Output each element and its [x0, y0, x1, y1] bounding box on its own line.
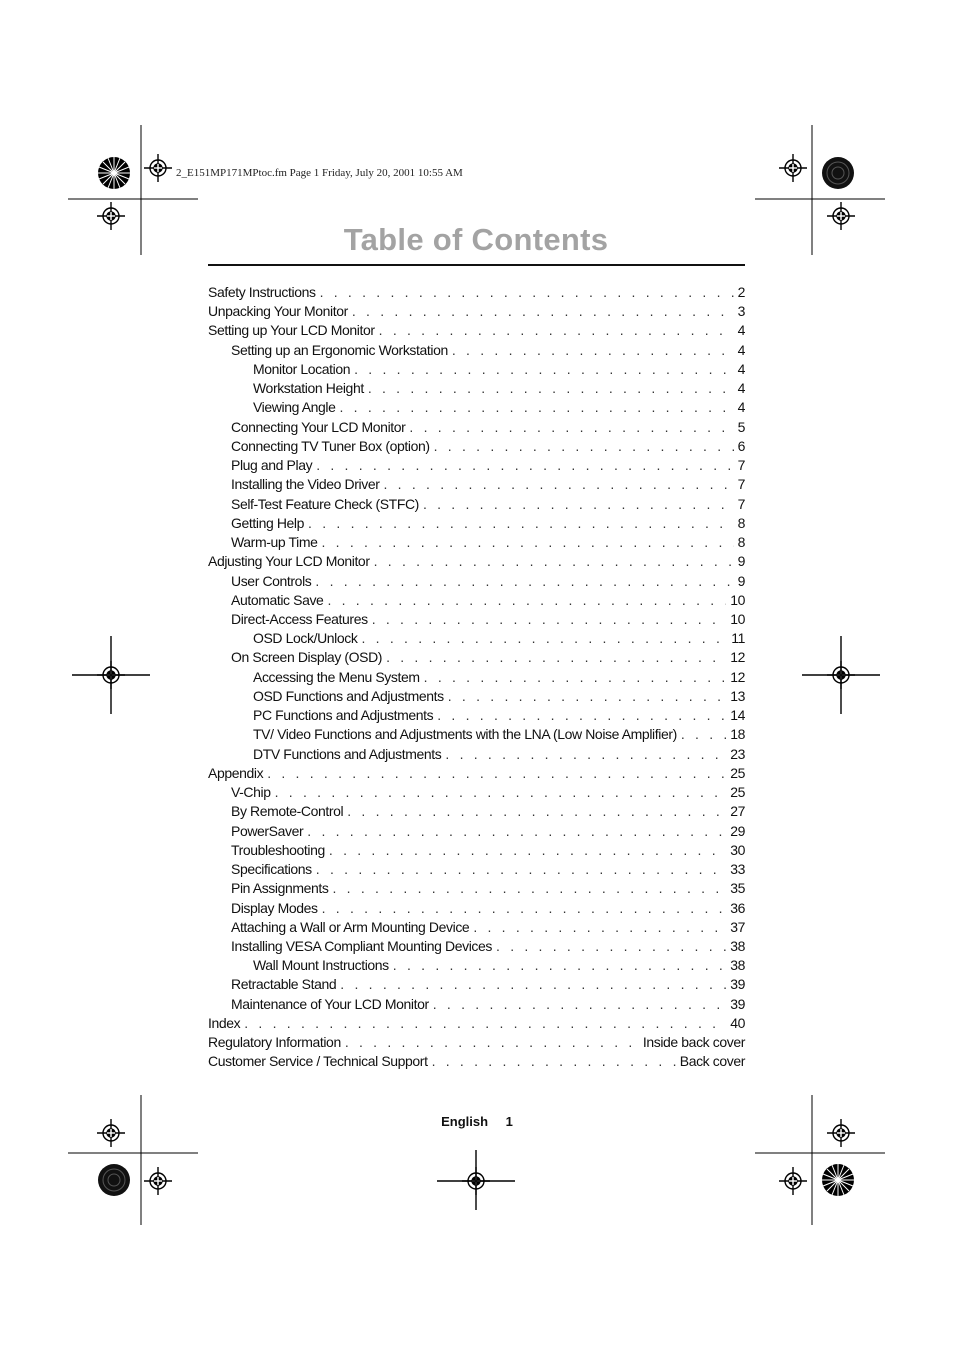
toc-dot-leader [448, 688, 726, 704]
toc-entry-title: Customer Service / Technical Support [208, 1053, 428, 1070]
toc-entry-page: 2 [737, 284, 745, 300]
toc-dot-leader [496, 938, 726, 954]
toc-entry-title: Regulatory Information [208, 1034, 341, 1051]
toc-entry-page: 10 [730, 591, 745, 608]
toc-entry-title: Plug and Play [231, 457, 313, 474]
toc-entry[interactable] [208, 688, 745, 707]
toc-dot-leader [386, 649, 726, 665]
toc-entry-title: Viewing Angle [253, 399, 336, 416]
toc-entry-page: 4 [737, 341, 745, 358]
toc-entry-title: Retractable Stand [231, 976, 337, 993]
toc-entry[interactable] [208, 861, 745, 880]
toc-entry[interactable] [208, 476, 745, 495]
toc-dot-leader [322, 900, 727, 916]
toc-dot-leader [452, 342, 734, 358]
toc-entry[interactable] [208, 534, 745, 553]
toc-entry-page: 7 [737, 495, 745, 512]
toc-entry[interactable] [208, 880, 745, 899]
toc-entry[interactable] [208, 784, 745, 803]
toc-entry[interactable] [208, 1015, 745, 1034]
toc-entry[interactable] [208, 900, 745, 919]
toc-entry-page: 8 [737, 514, 745, 531]
page-footer [0, 1114, 954, 1129]
toc-entry[interactable] [208, 303, 745, 322]
toc-entry-title: Attaching a Wall or Arm Mounting Device [231, 918, 470, 935]
toc-entry-page: 9 [737, 553, 745, 570]
toc-entry[interactable] [208, 419, 745, 438]
toc-entry-title: Automatic Save [231, 591, 324, 608]
toc-entry[interactable] [208, 957, 745, 976]
toc-entry[interactable] [208, 630, 745, 649]
toc-dot-leader [340, 976, 726, 992]
toc-dot-leader [445, 746, 726, 762]
toc-entry-title: Installing the Video Driver [231, 476, 380, 493]
toc-entry-title: Monitor Location [253, 360, 351, 377]
toc-entry-title: Setting up Your LCD Monitor [208, 322, 375, 339]
toc-dot-leader [320, 284, 734, 300]
toc-entry[interactable] [208, 823, 745, 842]
toc-entry-title: PowerSaver [231, 822, 304, 839]
toc-entry-page: 6 [737, 437, 745, 454]
toc-entry[interactable] [208, 322, 745, 341]
toc-dot-leader [473, 919, 726, 935]
toc-dot-leader [347, 803, 726, 819]
toc-entry-page: 4 [737, 399, 745, 416]
toc-dot-leader [432, 1053, 676, 1069]
toc-dot-leader [383, 476, 733, 492]
toc-entry-page: 7 [737, 457, 745, 474]
toc-entry-title: Specifications [231, 861, 312, 878]
toc-entry-title: Getting Help [231, 514, 305, 531]
toc-entry-title: Troubleshooting [231, 841, 325, 858]
toc-entry-page: 38 [730, 957, 745, 974]
toc-dot-leader [374, 553, 734, 569]
toc-entry[interactable] [208, 649, 745, 668]
toc-entry[interactable] [208, 938, 745, 957]
toc-entry[interactable] [208, 361, 745, 380]
toc-entry-title: Workstation Height [253, 380, 364, 397]
toc-entry-title: Unpacking Your Monitor [208, 303, 348, 320]
toc-entry-title: Wall Mount Instructions [253, 957, 389, 974]
page-title: Table of Contents [343, 222, 609, 257]
toc-entry[interactable] [208, 284, 745, 303]
toc-entry-page: 4 [737, 380, 745, 397]
toc-entry-page: 35 [730, 880, 745, 897]
toc-entry-page: 11 [731, 630, 745, 647]
toc-dot-leader [368, 380, 734, 396]
toc-entry-title: Display Modes [231, 899, 318, 916]
toc-entry-title: User Controls [231, 572, 312, 589]
toc-entry-title: OSD Functions and Adjustments [253, 687, 444, 704]
toc-entry-page: 30 [730, 841, 745, 858]
toc-entry-page: 38 [730, 937, 745, 954]
toc-dot-leader [345, 1034, 639, 1050]
toc-entry[interactable] [208, 611, 745, 630]
toc-entry-page: 12 [730, 649, 745, 666]
toc-entry-page: 9 [737, 572, 745, 589]
toc-entry-page: 33 [730, 861, 745, 878]
toc-entry-title: On Screen Display (OSD) [231, 649, 383, 666]
toc-entry[interactable] [208, 669, 745, 688]
toc-dot-leader [316, 861, 726, 877]
toc-entry[interactable] [208, 380, 745, 399]
toc-dot-leader [308, 515, 734, 531]
toc-dot-leader [267, 765, 726, 781]
toc-entry-title: Self-Test Feature Check (STFC) [231, 495, 419, 512]
toc-entry-title: Adjusting Your LCD Monitor [208, 553, 370, 570]
toc-entry[interactable] [208, 457, 745, 476]
toc-entry[interactable] [208, 707, 745, 726]
toc-entry[interactable] [208, 765, 745, 784]
toc-entry-title: Safety Instructions [208, 284, 316, 300]
toc-entry-title: Appendix [208, 764, 264, 781]
toc-dot-leader [424, 669, 727, 685]
toc-dot-leader [327, 592, 726, 608]
toc-entry-page: 37 [730, 918, 745, 935]
toc-entry-page: 39 [730, 976, 745, 993]
toc-entry[interactable] [208, 399, 745, 418]
toc-dot-leader [372, 611, 727, 627]
toc-dot-leader [409, 419, 733, 435]
toc-entry-title: OSD Lock/Unlock [253, 630, 358, 647]
toc-dot-leader [433, 996, 726, 1012]
toc-entry-page: 8 [737, 534, 745, 551]
toc-entry-page: 13 [730, 687, 745, 704]
toc-dot-leader [244, 1015, 726, 1031]
toc-entry-title: Accessing the Menu System [253, 668, 420, 685]
toc-entry-title: Direct-Access Features [231, 610, 368, 627]
toc-entry-title: DTV Functions and Adjustments [253, 745, 442, 762]
toc-dot-leader [316, 457, 733, 473]
print-header: 2_E151MP171MPtoc.fm Page 1 Friday, July 20, 2001 10:55 AM [176, 167, 463, 179]
toc-entry[interactable] [208, 573, 745, 592]
toc-dot-leader [275, 784, 727, 800]
toc-entry-title: Warm-up Time [231, 534, 318, 551]
title-divider [208, 264, 745, 266]
toc-dot-leader [315, 573, 733, 589]
toc-entry[interactable] [208, 746, 745, 765]
toc-entry-page: 14 [730, 707, 745, 724]
toc-entry-title: Index [208, 1014, 241, 1031]
toc-dot-leader [437, 707, 726, 723]
toc-dot-leader [681, 726, 726, 742]
toc-entry-page: 36 [730, 899, 745, 916]
toc-entry-title: V-Chip [231, 784, 271, 801]
toc-entry[interactable] [208, 1053, 745, 1072]
toc-dot-leader [352, 303, 734, 319]
toc-dot-leader [340, 399, 734, 415]
toc-dot-leader [354, 361, 734, 377]
toc-entry[interactable] [208, 996, 745, 1015]
toc-dot-leader [434, 438, 734, 454]
toc-entry-page: 25 [730, 764, 745, 781]
table-of-contents [208, 284, 745, 1073]
toc-entry-title: TV/ Video Functions and Adjustments with the LNA (Low Noise Amplifier) [253, 726, 677, 743]
toc-entry-title: Connecting Your LCD Monitor [231, 418, 406, 435]
toc-entry[interactable] [208, 342, 745, 361]
toc-entry[interactable] [208, 496, 745, 515]
toc-entry-title: Pin Assignments [231, 880, 329, 897]
toc-entry-title: Connecting TV Tuner Box (option) [231, 437, 430, 454]
toc-entry-page: 12 [730, 668, 745, 685]
toc-entry-page: 29 [730, 822, 745, 839]
toc-entry[interactable] [208, 976, 745, 995]
toc-dot-leader [329, 842, 726, 858]
toc-entry-page: Back cover [679, 1053, 745, 1070]
toc-entry-page: 23 [730, 745, 745, 762]
toc-entry-page: 18 [730, 726, 745, 743]
toc-dot-leader [307, 823, 726, 839]
toc-entry-page: 3 [737, 303, 745, 320]
toc-entry-title: Maintenance of Your LCD Monitor [231, 995, 429, 1012]
toc-entry-page: 4 [737, 360, 745, 377]
toc-dot-leader [423, 496, 734, 512]
toc-entry-page: 40 [730, 1014, 745, 1031]
toc-dot-leader [321, 534, 733, 550]
toc-entry-title: Installing VESA Compliant Mounting Devices [231, 937, 493, 954]
toc-entry-page: 10 [730, 610, 745, 627]
toc-entry-title: PC Functions and Adjustments [253, 707, 434, 724]
toc-entry-page: 7 [737, 476, 745, 493]
toc-entry-title: Setting up an Ergonomic Workstation [231, 341, 448, 358]
toc-entry[interactable] [208, 592, 745, 611]
toc-entry-page: 25 [730, 784, 745, 801]
footer-page-number: 1 [505, 1114, 513, 1129]
toc-dot-leader [393, 957, 726, 973]
footer-language: English [441, 1114, 489, 1129]
toc-entry[interactable] [208, 515, 745, 534]
toc-entry-page: Inside back cover [642, 1034, 745, 1051]
toc-entry[interactable] [208, 438, 745, 457]
toc-dot-leader [379, 322, 734, 338]
toc-entry[interactable] [208, 803, 745, 822]
toc-entry[interactable] [208, 842, 745, 861]
toc-entry-page: 27 [730, 803, 745, 820]
toc-entry-page: 39 [730, 995, 745, 1012]
toc-entry[interactable] [208, 919, 745, 938]
toc-entry-page: 4 [737, 322, 745, 339]
toc-entry[interactable] [208, 1034, 745, 1053]
toc-entry[interactable] [208, 553, 745, 572]
toc-entry-title: By Remote-Control [231, 803, 344, 820]
toc-entry-page: 5 [737, 418, 745, 435]
toc-dot-leader [333, 880, 727, 896]
toc-entry[interactable] [208, 726, 745, 745]
toc-dot-leader [361, 630, 727, 646]
